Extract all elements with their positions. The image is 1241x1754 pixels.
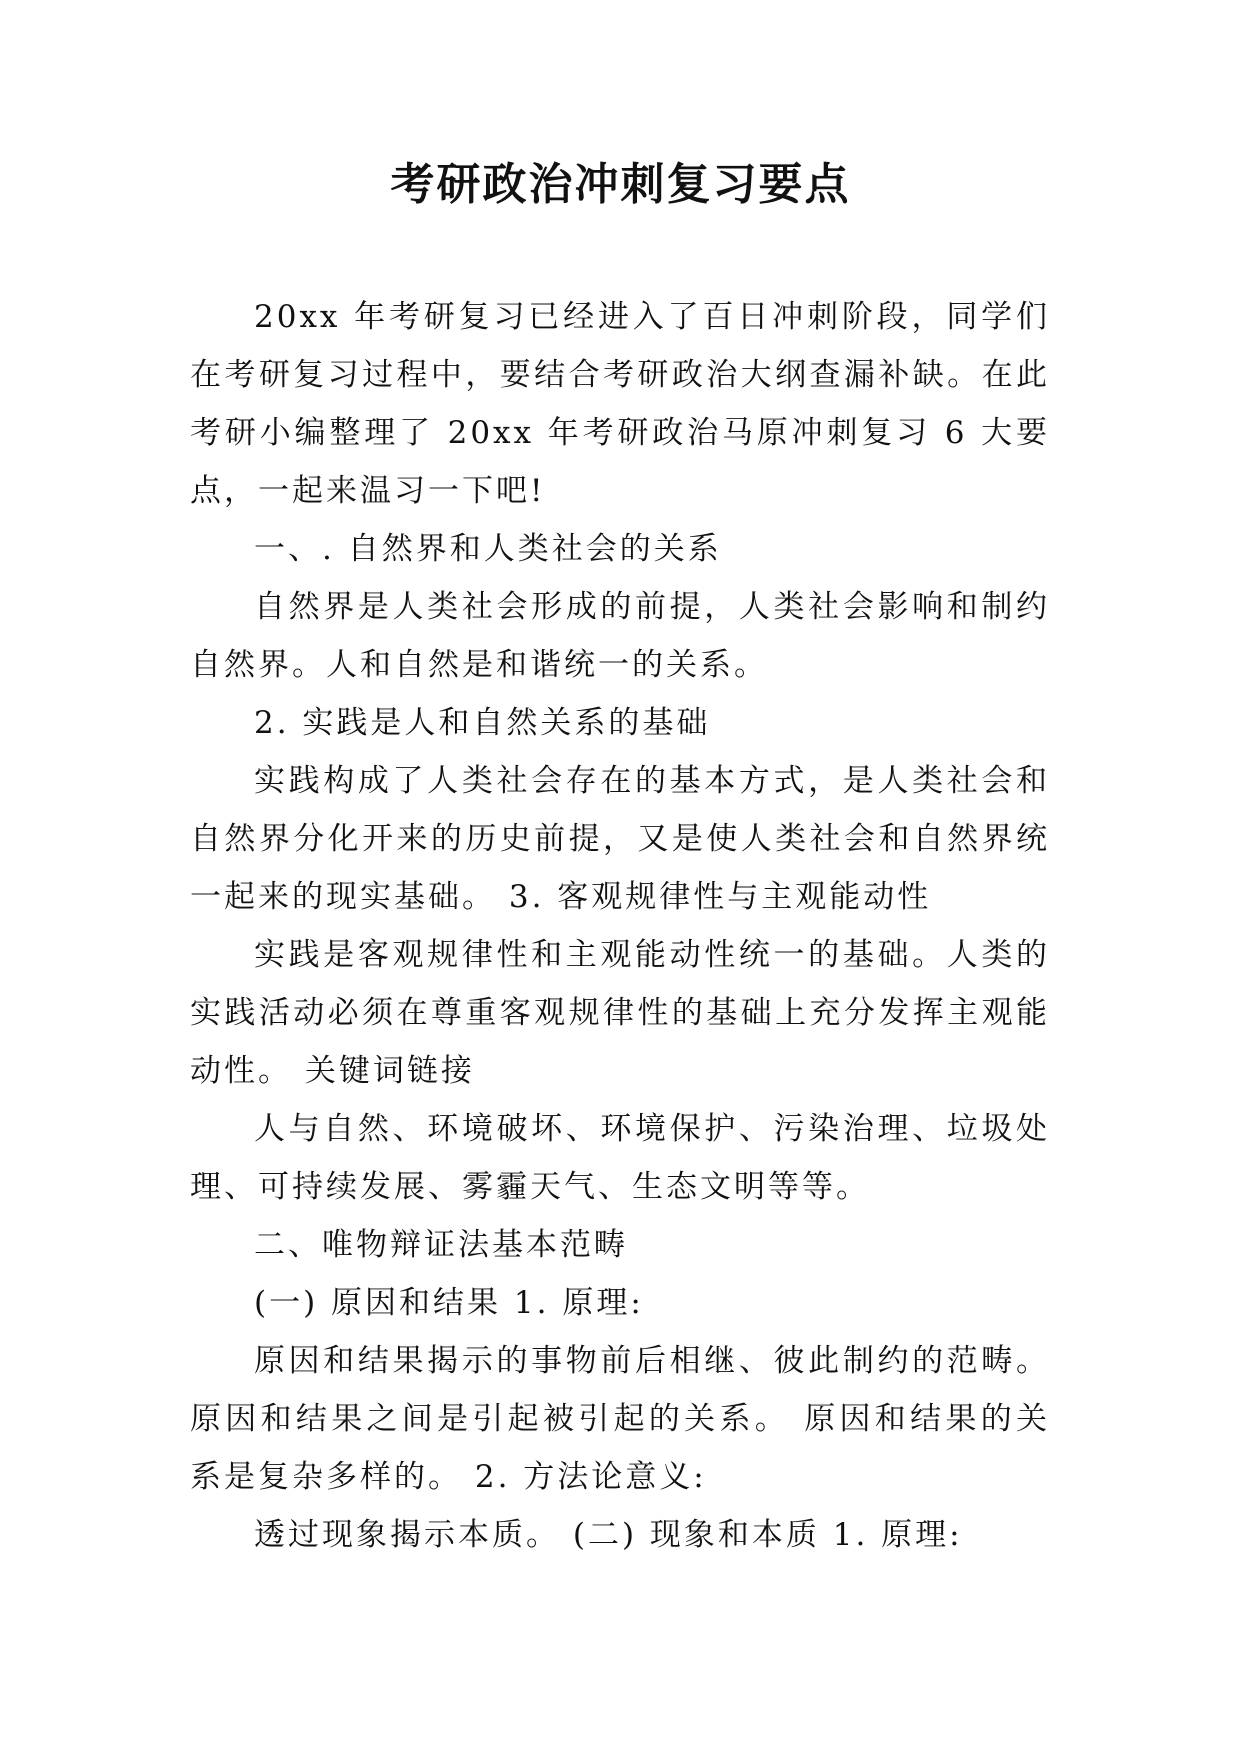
document-title: 考研政治冲刺复习要点 bbox=[390, 159, 851, 210]
section-heading-2: 二、唯物辩证法基本范畴 bbox=[254, 1227, 628, 1263]
keyword-list: 人与自然、环境破坏、环境保护、污染治理、垃圾处理、可持续发展、雾霾天气、生态文明等等。 bbox=[190, 1111, 1050, 1205]
section-heading-1: 一、. 自然界和人类社会的关系 bbox=[254, 531, 722, 567]
paragraph: 透过现象揭示本质。 (二) 现象和本质 1. 原理: bbox=[254, 1517, 963, 1553]
paragraph: 原因和结果揭示的事物前后相继、彼此制约的范畴。原因和结果之间是引起被引起的关系。 原因和结果的关系是复杂多样的。 2. 方法论意义: bbox=[190, 1343, 1050, 1495]
subheading-cause-effect: (一) 原因和结果 1. 原理: bbox=[254, 1285, 644, 1321]
paragraph: 实践构成了人类社会存在的基本方式，是人类社会和自然界分化开来的历史前提，又是使人类社会和自然界统一起来的现实基础。 3. 客观规律性与主观能动性 bbox=[190, 763, 1050, 915]
intro-paragraph: 20xx 年考研复习已经进入了百日冲刺阶段，同学们在考研复习过程中，要结合考研政治大纲查漏补缺。在此考研小编整理了 20xx 年考研政治马原冲刺复习 6 大要点，一起来温习一下吧! bbox=[190, 299, 1050, 509]
paragraph: 自然界是人类社会形成的前提，人类社会影响和制约自然界。人和自然是和谐统一的关系。 bbox=[190, 589, 1050, 683]
subheading-practice: 2. 实践是人和自然关系的基础 bbox=[254, 705, 711, 741]
paragraph: 实践是客观规律性和主观能动性统一的基础。人类的实践活动必须在尊重客观规律性的基础上充分发挥主观能动性。 关键词链接 bbox=[190, 937, 1050, 1089]
document-body bbox=[190, 288, 1050, 1564]
